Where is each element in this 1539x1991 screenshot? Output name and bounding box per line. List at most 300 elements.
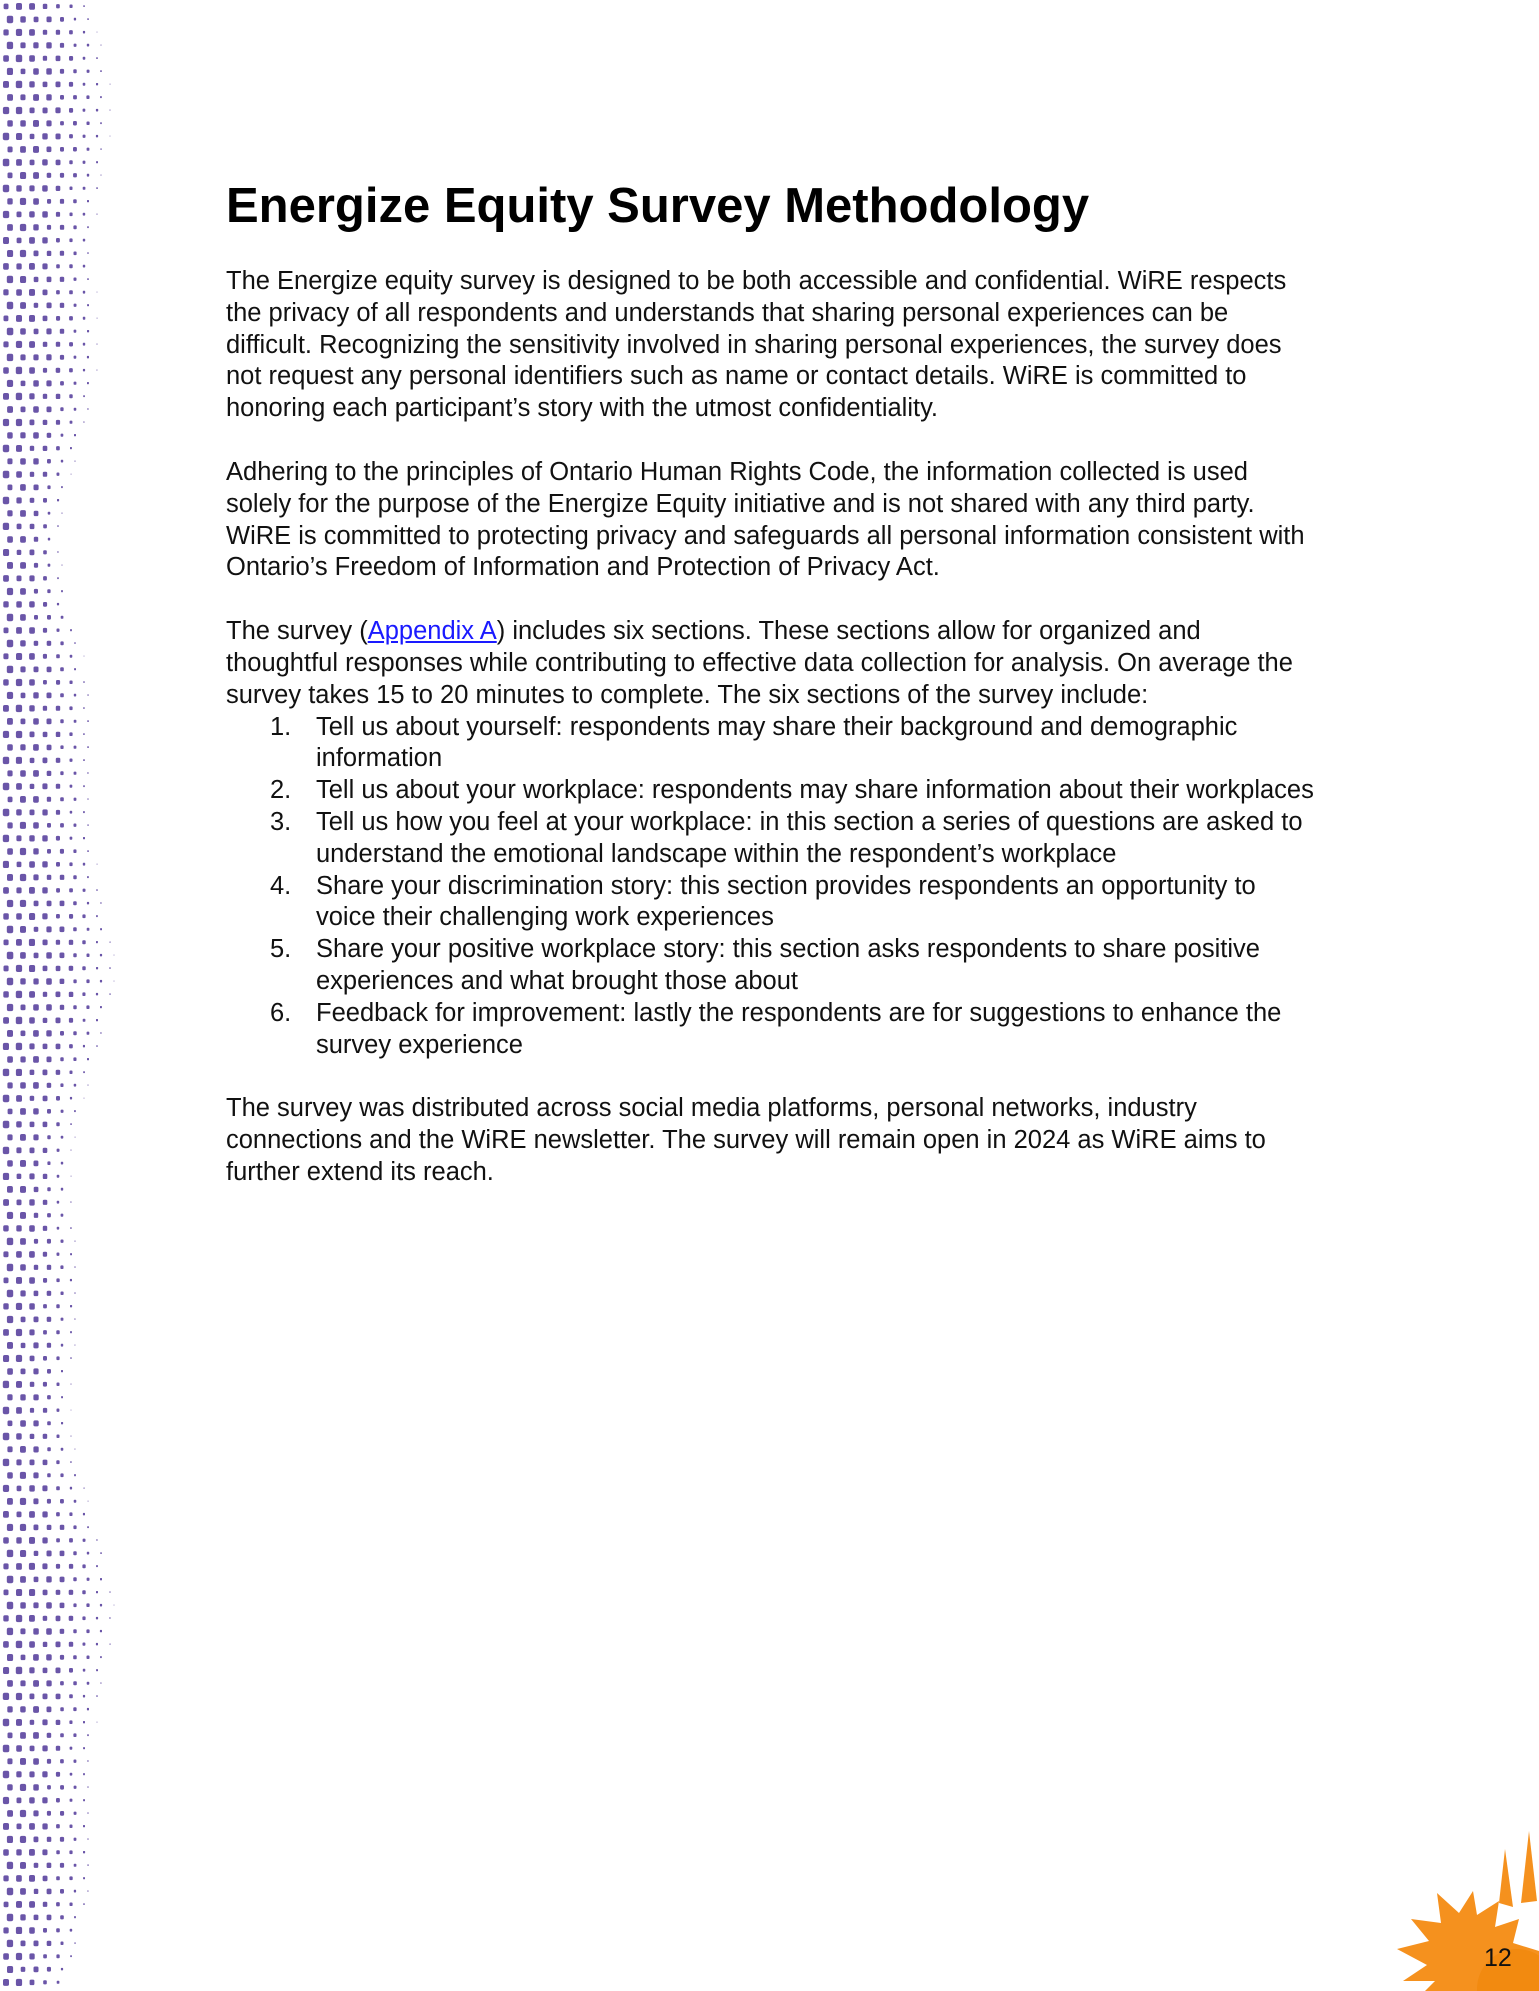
pattern-dot (74, 18, 76, 21)
pattern-dot (84, 1098, 85, 1099)
pattern-dot (96, 993, 98, 996)
pattern-dot (74, 772, 77, 775)
pattern-dot (7, 744, 13, 750)
pattern-dot (29, 1017, 35, 1023)
pattern-dot (47, 1135, 50, 1139)
pattern-dot (97, 292, 98, 293)
pattern-dot (56, 732, 61, 737)
pattern-dot (87, 928, 90, 931)
pattern-dot (82, 992, 85, 996)
pattern-dot (70, 759, 73, 762)
pattern-dot (7, 1160, 13, 1166)
pattern-dot (20, 1472, 26, 1479)
pattern-dot (34, 329, 39, 335)
pattern-dot (56, 888, 60, 893)
pattern-dot (47, 1343, 51, 1348)
pattern-dot (20, 1524, 26, 1531)
pattern-dot (33, 770, 39, 777)
pattern-dot (109, 1617, 110, 1619)
pattern-dot (56, 940, 60, 945)
pattern-dot (69, 914, 73, 919)
pattern-dot (20, 796, 26, 803)
pattern-dot (56, 160, 61, 166)
list-number: 1. (270, 712, 292, 741)
pattern-dot (43, 706, 47, 711)
pattern-dot (7, 874, 13, 881)
pattern-dot (33, 198, 39, 205)
pattern-dot (47, 277, 52, 283)
pattern-dot (33, 94, 39, 101)
pattern-dot (69, 1876, 72, 1880)
pattern-dot (42, 1485, 47, 1491)
pattern-dot (74, 1084, 77, 1087)
pattern-dot (29, 1199, 34, 1205)
pattern-dot (30, 1382, 35, 1387)
pattern-dot (3, 1615, 8, 1621)
pattern-dot (43, 1148, 48, 1153)
pattern-dot (96, 1565, 98, 1567)
pattern-dot (3, 835, 9, 842)
pattern-dot (73, 121, 77, 126)
survey-sections-list (226, 712, 1316, 1062)
pattern-dot (21, 1005, 26, 1011)
pattern-dot (83, 31, 85, 34)
pattern-dot (20, 1420, 26, 1427)
pattern-dot (3, 29, 8, 35)
pattern-dot (47, 1421, 51, 1425)
pattern-dot (70, 1799, 73, 1802)
pattern-dot (42, 1823, 47, 1829)
pattern-dot (7, 1472, 13, 1478)
pattern-dot (3, 679, 9, 685)
pattern-dot (16, 965, 22, 972)
pattern-dot (56, 420, 60, 425)
pattern-dot (43, 940, 48, 946)
pattern-dot (70, 1331, 72, 1333)
pattern-dot (96, 967, 98, 969)
pattern-dot (21, 1655, 26, 1661)
pattern-dot (83, 161, 86, 164)
pattern-dot (60, 1629, 64, 1634)
pattern-dot (73, 1031, 76, 1035)
pattern-dot (69, 940, 73, 945)
pattern-dot (69, 290, 73, 294)
pattern-dot (46, 926, 51, 932)
pattern-dot (4, 966, 9, 972)
pattern-dot (56, 1850, 60, 1854)
pattern-dot (29, 1927, 35, 1934)
pattern-dot (16, 419, 22, 426)
pattern-dot (16, 185, 21, 191)
pattern-dot (100, 980, 102, 983)
pattern-dot (83, 1799, 85, 1801)
pattern-dot (60, 355, 64, 360)
pattern-dot (4, 628, 9, 634)
pattern-dot (83, 1019, 86, 1022)
pattern-dot (57, 525, 58, 527)
pattern-dot (60, 1577, 65, 1583)
pattern-dot (7, 224, 13, 231)
list-number: 5. (270, 935, 292, 964)
pattern-dot (16, 1043, 22, 1050)
pattern-dot (30, 1434, 35, 1439)
pattern-dot (73, 199, 77, 203)
pattern-dot (16, 1277, 22, 1284)
pattern-dot (33, 42, 38, 48)
pattern-dot (96, 187, 98, 189)
pattern-dot (47, 1213, 51, 1217)
pattern-dot (83, 213, 86, 216)
pattern-dot (30, 1070, 35, 1075)
pattern-dot (7, 302, 13, 309)
pattern-dot (70, 1253, 72, 1255)
pattern-dot (74, 1292, 75, 1293)
pattern-dot (20, 1732, 26, 1739)
pattern-dot (61, 1188, 63, 1191)
pattern-dot (3, 1771, 9, 1778)
pattern-dot (47, 1291, 52, 1296)
pattern-dot (70, 5, 73, 9)
paragraph-text: The survey ( (226, 617, 368, 646)
pattern-dot (87, 824, 88, 826)
pattern-dot (48, 512, 51, 515)
pattern-dot (30, 446, 34, 451)
pattern-dot (96, 889, 97, 891)
pattern-dot (20, 1706, 26, 1712)
pattern-dot (57, 1149, 60, 1152)
pattern-dot (83, 83, 86, 86)
pattern-dot (16, 1069, 22, 1076)
pattern-dot (29, 1849, 35, 1856)
pattern-dot (47, 1239, 51, 1244)
pattern-dot (60, 1603, 65, 1609)
pattern-dot (56, 758, 61, 763)
pattern-dot (83, 5, 85, 7)
pattern-dot (30, 472, 34, 477)
pattern-dot (29, 575, 34, 581)
pattern-dot (47, 589, 50, 593)
pattern-dot (96, 1695, 97, 1697)
list-item-text: Tell us how you feel at your workplace: in this section a series of questions are asked to understand the emotional landscape within the respondent’s workplace (316, 807, 1303, 868)
pattern-dot (47, 1395, 51, 1399)
pattern-dot (56, 1798, 60, 1803)
pattern-dot (16, 1693, 22, 1700)
pattern-dot (60, 329, 64, 334)
pattern-dot (20, 1784, 26, 1791)
pattern-dot (33, 1680, 39, 1687)
pattern-dot (83, 109, 86, 112)
pattern-dot (83, 343, 85, 346)
pattern-dot (20, 640, 26, 646)
pattern-dot (7, 1316, 13, 1323)
pattern-dot (69, 1564, 73, 1569)
pattern-dot (69, 264, 72, 268)
pattern-dot (60, 901, 65, 907)
pattern-dot (16, 1641, 22, 1648)
pattern-dot (30, 1122, 35, 1128)
pattern-dot (60, 719, 63, 723)
pattern-dot (16, 367, 22, 374)
pattern-dot (20, 484, 26, 491)
pattern-dot (61, 434, 64, 437)
pattern-dot (7, 1004, 13, 1011)
pattern-dot (3, 1875, 8, 1881)
pattern-dot (96, 941, 98, 943)
pattern-dot (20, 1628, 25, 1634)
pattern-dot (34, 303, 39, 308)
pattern-dot (34, 615, 38, 620)
pattern-dot (61, 1240, 64, 1243)
pattern-dot (75, 1449, 76, 1450)
pattern-dot (7, 1498, 13, 1505)
pattern-dot (69, 706, 72, 710)
pattern-dot (73, 1655, 77, 1659)
pattern-dot (3, 887, 9, 894)
pattern-dot (3, 497, 9, 504)
pattern-dot (33, 1706, 39, 1713)
pattern-dot (47, 641, 52, 646)
pattern-dot (82, 914, 85, 918)
pattern-dot (87, 1032, 90, 1035)
pattern-dot (16, 1771, 21, 1777)
pattern-dot (42, 835, 47, 841)
pattern-dot (16, 1355, 22, 1362)
pattern-dot (42, 211, 48, 217)
pattern-dot (7, 1914, 13, 1921)
pattern-dot (21, 1941, 26, 1947)
pattern-dot (30, 524, 35, 529)
pattern-dot (82, 966, 85, 970)
pattern-dot (43, 1122, 48, 1128)
pattern-dot (61, 1110, 64, 1113)
pattern-dot (60, 1499, 64, 1504)
pattern-dot (30, 1720, 35, 1725)
pattern-dot (96, 1591, 98, 1593)
pattern-dot (70, 837, 73, 840)
pattern-dot (74, 746, 77, 749)
pattern-dot (46, 1576, 51, 1582)
pattern-dot (87, 330, 89, 332)
pattern-dot (16, 1719, 22, 1726)
pattern-dot (83, 265, 85, 268)
pattern-dot (47, 433, 52, 438)
pattern-dot (43, 1174, 48, 1179)
pattern-dot (16, 835, 21, 841)
pattern-dot (33, 1446, 38, 1452)
pattern-dot (100, 148, 101, 150)
pattern-dot (56, 1668, 61, 1674)
pattern-dot (16, 1537, 21, 1543)
pattern-dot (60, 927, 65, 933)
pattern-dot (61, 1942, 64, 1946)
pattern-dot (3, 913, 9, 919)
pattern-dot (7, 1888, 13, 1895)
pattern-dot (29, 1485, 35, 1491)
pattern-dot (3, 1849, 9, 1856)
pattern-dot (87, 356, 89, 359)
pattern-dot (83, 1877, 85, 1879)
pattern-dot (33, 380, 39, 386)
pattern-dot (3, 1641, 9, 1648)
pattern-dot (87, 1760, 88, 1762)
pattern-dot (42, 133, 47, 139)
pattern-dot (16, 1329, 22, 1336)
pattern-dot (56, 784, 60, 789)
pattern-dot (34, 1187, 39, 1192)
pattern-dot (100, 1032, 101, 1034)
pattern-dot (16, 887, 21, 893)
pattern-dot (87, 18, 89, 20)
pattern-dot (16, 1303, 22, 1310)
pattern-dot (7, 900, 13, 907)
pattern-dot (20, 1446, 26, 1453)
pattern-dot (83, 135, 86, 138)
pattern-dot (70, 1227, 72, 1229)
pattern-dot (69, 342, 73, 346)
pattern-dot (43, 1590, 48, 1596)
pattern-dot (74, 252, 77, 256)
pattern-dot (16, 1225, 21, 1231)
pattern-dot (56, 1122, 59, 1126)
pattern-dot (47, 1525, 52, 1530)
pattern-dot (46, 94, 51, 100)
pattern-dot (60, 69, 64, 74)
pattern-dot (60, 1265, 63, 1269)
pattern-dot (29, 1901, 35, 1908)
pattern-dot (56, 1044, 61, 1050)
pattern-dot (3, 471, 10, 478)
pattern-dot (16, 1121, 22, 1127)
pattern-dot (46, 1628, 52, 1635)
pattern-dot (61, 1396, 63, 1398)
pattern-dot (96, 161, 98, 163)
pattern-dot (8, 173, 13, 179)
pattern-dot (43, 628, 47, 633)
list-number: 3. (270, 807, 292, 836)
pattern-dot (29, 991, 35, 998)
paragraph-confidentiality: The Energize equity survey is designed to be both accessible and confidential. WiRE respects the privacy of all respondents and understands that sharing personal experiences can be difficult. Recognizing the sensitivity involved in sharing personal experiences, the survey does not request any personal identifiers such as name or contact details. WiRE is committed to honoring each participant’s story with the utmost confidentiality. (226, 267, 1287, 423)
pattern-dot (74, 694, 76, 697)
pattern-dot (33, 1758, 39, 1765)
pattern-dot (16, 81, 22, 88)
pattern-dot (20, 120, 26, 126)
pattern-dot (47, 303, 52, 309)
pattern-dot (3, 419, 9, 426)
pattern-dot (43, 1278, 47, 1283)
pattern-dot (7, 770, 12, 776)
pattern-dot (34, 1915, 39, 1921)
pattern-dot (7, 1368, 13, 1375)
pattern-dot (43, 654, 47, 659)
pattern-dot (73, 95, 77, 99)
pattern-dot (43, 524, 47, 528)
pattern-dot (100, 1630, 102, 1632)
pattern-dot (16, 1407, 22, 1414)
pattern-dot (3, 991, 9, 997)
pattern-dot (16, 393, 22, 400)
pattern-dot (16, 1849, 21, 1855)
pattern-dot (74, 278, 77, 281)
pattern-dot (42, 783, 47, 789)
pattern-dot (43, 1434, 48, 1439)
pattern-dot (47, 1317, 52, 1322)
pattern-dot (3, 211, 9, 218)
pattern-dot (29, 1225, 35, 1232)
pattern-dot (74, 1890, 76, 1893)
pattern-dot (16, 1017, 22, 1024)
pattern-dot (16, 497, 21, 503)
pattern-dot (21, 693, 26, 699)
pattern-dot (20, 172, 26, 179)
pattern-dot (20, 1108, 26, 1115)
pattern-dot (61, 1968, 63, 1971)
pattern-dot (46, 1602, 52, 1608)
pattern-dot (21, 69, 26, 75)
pattern-dot (70, 655, 73, 658)
pattern-dot (3, 1017, 9, 1024)
pattern-dot (43, 1304, 47, 1308)
pattern-dot (16, 757, 22, 764)
pattern-dot (60, 1551, 65, 1557)
pattern-dot (70, 447, 72, 449)
pattern-dot (86, 979, 89, 983)
pattern-dot (87, 122, 90, 126)
pattern-dot (3, 1745, 10, 1753)
pattern-dot (34, 277, 39, 282)
pattern-dot (7, 1758, 12, 1764)
pattern-dot (29, 1641, 35, 1648)
pattern-dot (3, 367, 9, 374)
pattern-dot (20, 1160, 26, 1167)
pattern-dot (17, 212, 22, 218)
pattern-dot (110, 1644, 111, 1645)
pattern-dot (16, 107, 22, 114)
pattern-dot (16, 809, 22, 815)
pattern-dot (42, 1797, 47, 1803)
pattern-dot (96, 1539, 97, 1541)
pattern-dot (83, 291, 85, 294)
pattern-dot (3, 1979, 9, 1986)
pattern-dot (7, 1836, 13, 1843)
pattern-dot (57, 1409, 60, 1412)
pattern-dot (16, 1147, 21, 1153)
pattern-dot (3, 393, 9, 400)
pattern-dot (33, 1030, 39, 1037)
pattern-dot (29, 1537, 35, 1544)
pattern-dot (46, 354, 51, 360)
pattern-dot (46, 120, 51, 126)
pattern-dot (60, 667, 64, 671)
pattern-dot (74, 1812, 77, 1815)
pattern-dot (17, 1486, 22, 1492)
pattern-dot (7, 926, 13, 933)
pattern-dot (60, 147, 64, 152)
pattern-dot (3, 731, 9, 738)
pattern-dot (101, 45, 102, 46)
pattern-dot (69, 316, 73, 320)
pattern-dot (87, 1734, 89, 1736)
pattern-dot (29, 211, 35, 217)
pattern-dot (56, 1278, 59, 1282)
pattern-dot (33, 1784, 39, 1790)
pattern-dot (29, 601, 35, 607)
pattern-dot (57, 1383, 60, 1387)
pattern-dot (69, 1512, 72, 1516)
pattern-dot (20, 926, 26, 933)
pattern-dot (47, 1733, 52, 1738)
appendix-a-link[interactable]: Appendix A (367, 617, 497, 646)
pattern-dot (87, 694, 88, 695)
